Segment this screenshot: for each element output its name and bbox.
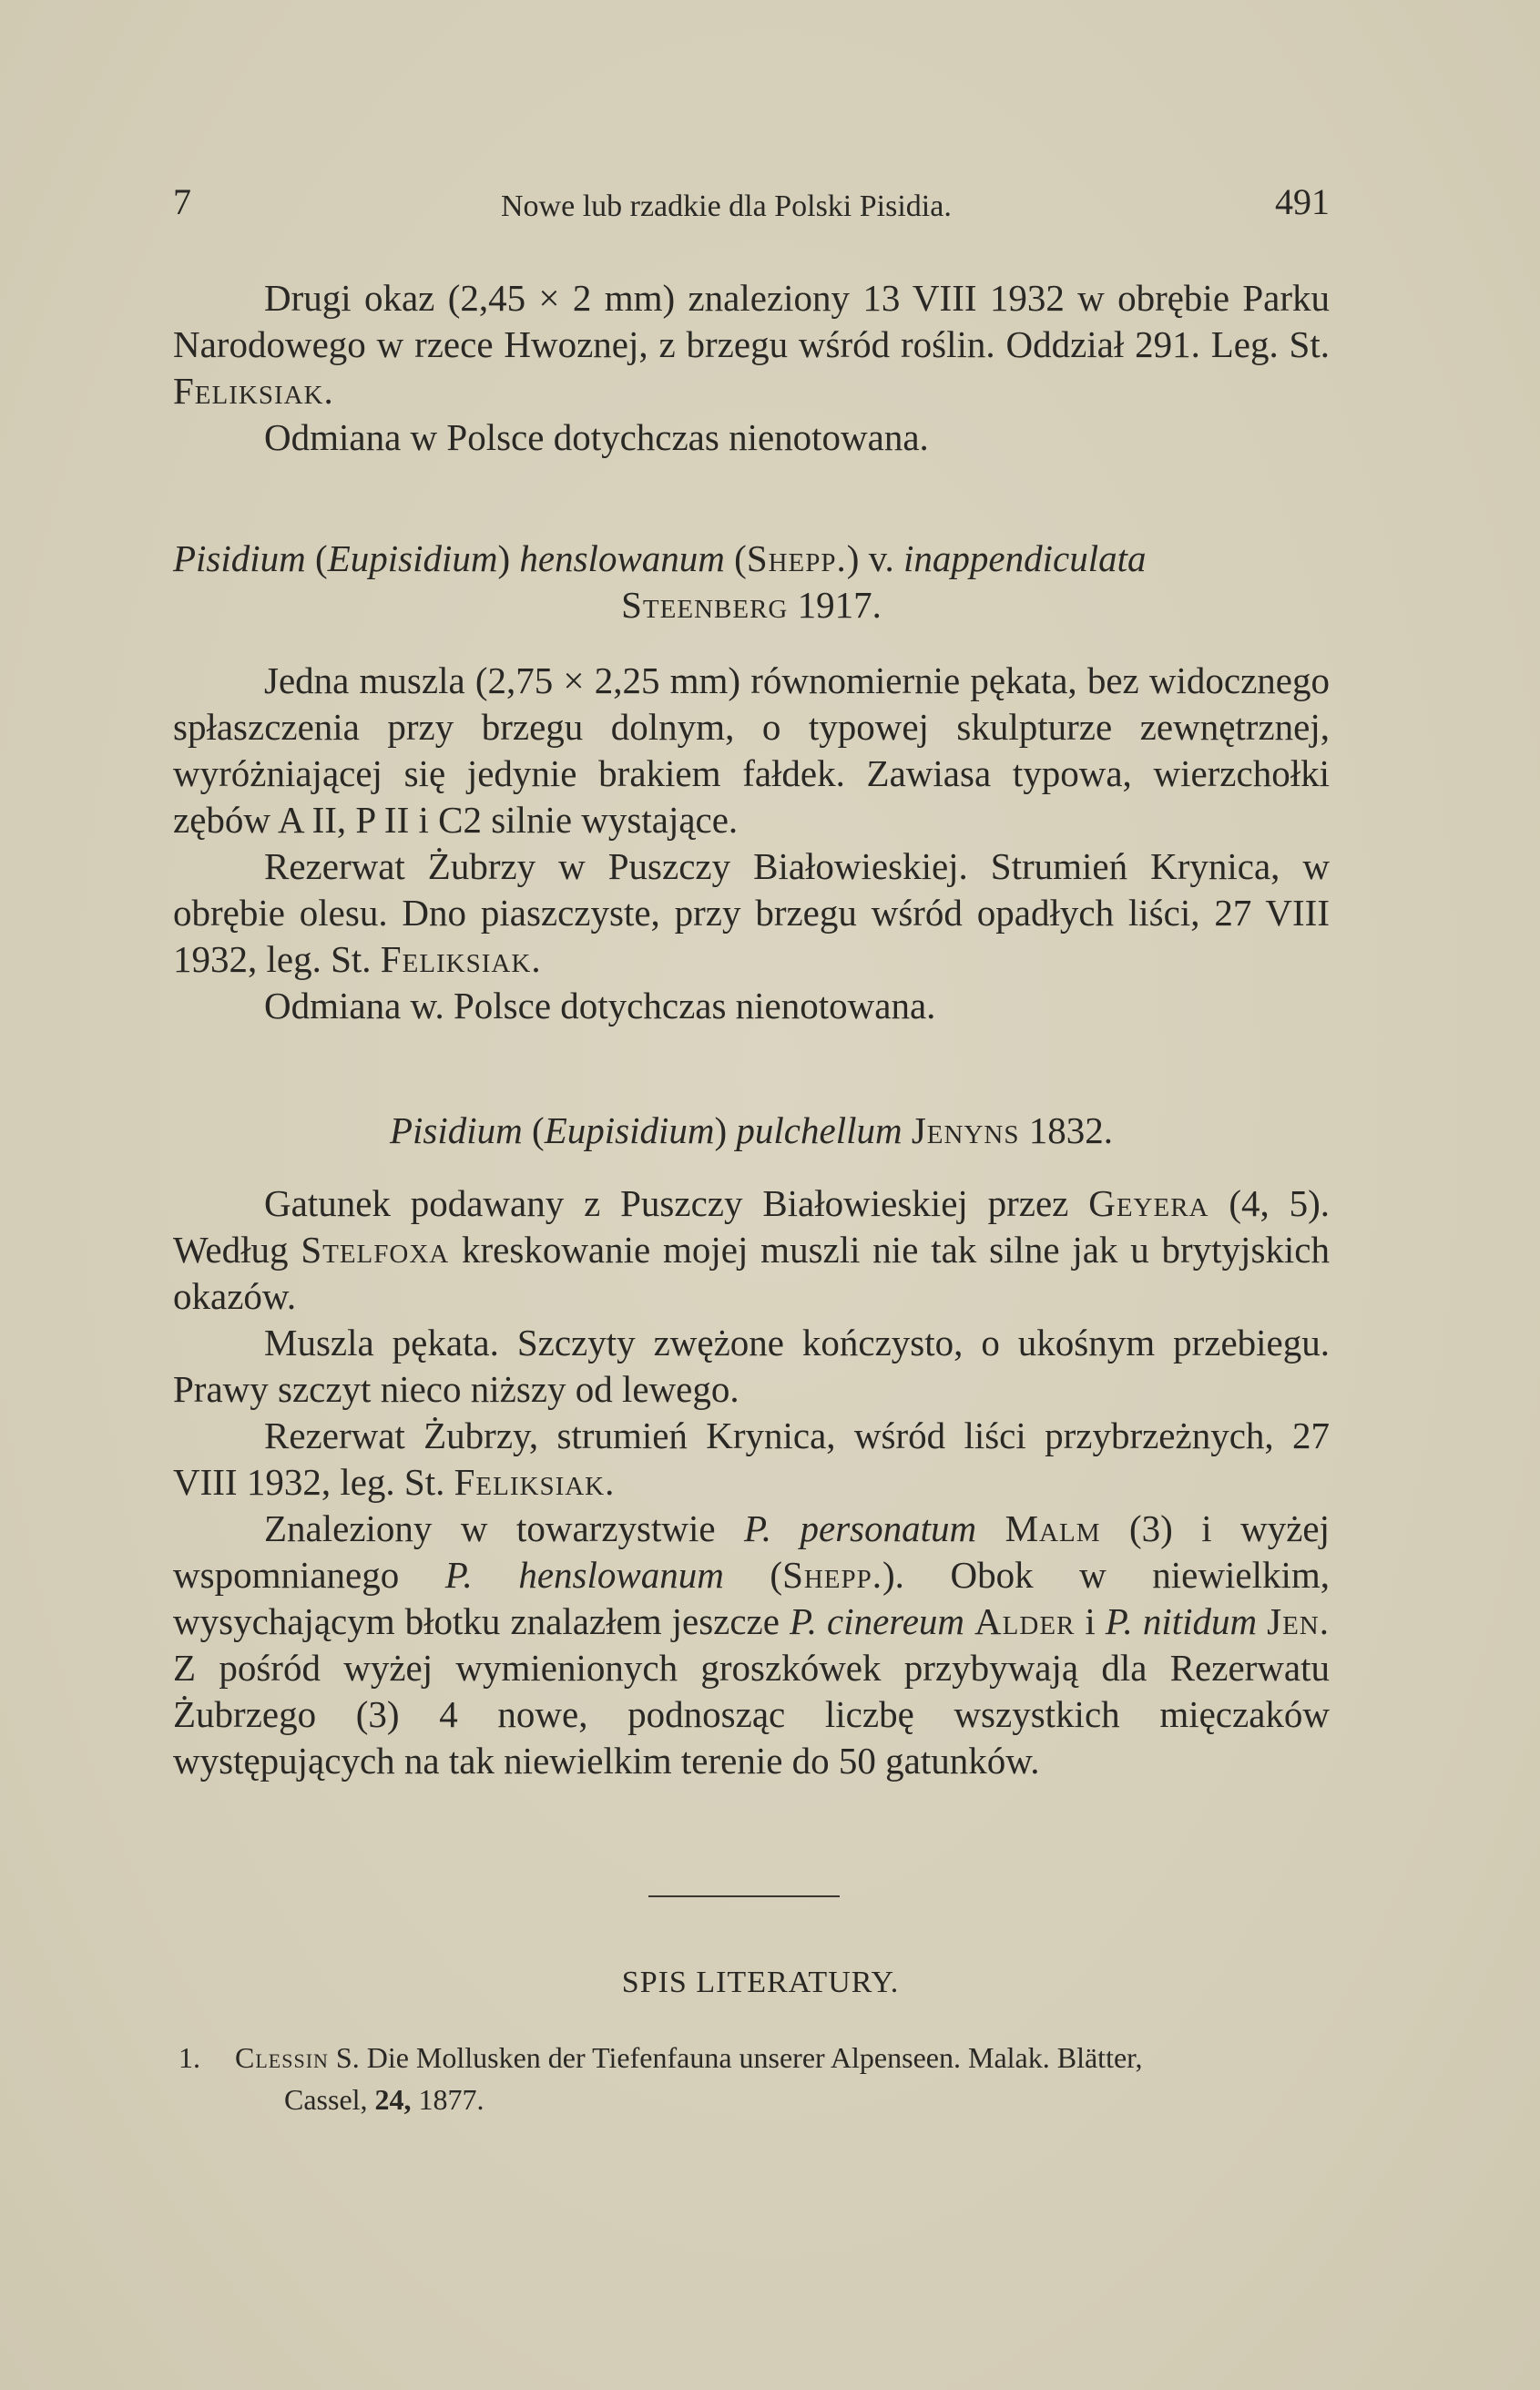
section-1: [173, 275, 1330, 461]
paragraph: [173, 275, 1330, 414]
author-name: Feliksiak: [454, 1461, 606, 1503]
paragraph: Jedna muszla (2,75 × 2,25 mm) równomiernie pękata, bez widocznego spłaszczenia przy brzegu dolnym, o typowej skulpturze zewnętrznej, wyróżniającej się jedynie brakiem fałdek. Zawiasa typowa, wierzchołki zębów A II, P II i C2 silnie wystające.: [173, 659, 1330, 841]
author-name: Feliksiak: [380, 938, 532, 980]
paragraph: Odmiana w. Polsce dotychczas nienotowana.: [264, 985, 936, 1026]
author-name: Shepp.: [782, 1554, 883, 1596]
literature-title: SPIS LITERATURY.: [621, 1966, 900, 1999]
paragraph: [173, 843, 1330, 983]
right-page-number: 491: [1275, 181, 1330, 222]
subgenus: Eupisidium: [544, 1109, 715, 1151]
section-divider: [648, 1895, 840, 1897]
year: 1832.: [1028, 1109, 1113, 1151]
left-page-number: 7: [173, 181, 191, 222]
author-name: Geyera: [1088, 1182, 1209, 1224]
text: 1877.: [411, 2083, 484, 2116]
text: Gatunek podawany z Puszczy Białowieskiej przez: [264, 1182, 1089, 1224]
author-name: Alder: [974, 1600, 1076, 1642]
taxon-heading-2: [173, 1108, 1330, 1154]
text: (4, 5). Według: [173, 1182, 1330, 1271]
species-name: P. personatum: [744, 1507, 977, 1549]
text: .: [531, 938, 541, 980]
text: Rezerwat Żubrzy w Puszczy Białowieskiej. Strumień Krynica, w obrębie olesu. Dno piaszczyste, przy brzegu wśród opadłych liści, 27 VIII 1932, leg. St.: [173, 845, 1330, 980]
author-name: Shepp.: [746, 537, 847, 579]
section-3: [173, 1180, 1330, 1784]
text: kreskowanie mojej muszli nie tak silne jak u brytyjskich okazów.: [173, 1229, 1330, 1317]
text: i: [1075, 1600, 1106, 1642]
item-continuation: [178, 2078, 1330, 2120]
item-number: 1.: [178, 2041, 200, 2074]
volume: 24,: [374, 2083, 412, 2116]
species: henslowanum: [519, 537, 725, 579]
species-name: P. henslowanum: [444, 1554, 724, 1596]
text: S. Die Mollusken der Tiefenfauna unserer Alpenseen. Malak. Blätter,: [328, 2041, 1143, 2074]
paragraph: [173, 1180, 1330, 1320]
text: ). Obok w niewielkim, wysychającym błotku znalazłem jeszcze: [173, 1554, 1330, 1642]
variety-prefix: v.: [868, 537, 894, 579]
author-name: Clessin: [235, 2041, 329, 2074]
heading-line: [173, 582, 1330, 628]
genus: Pisidium: [390, 1109, 523, 1151]
text: .: [323, 370, 333, 412]
author-name: Feliksiak: [173, 370, 324, 412]
author-name: Steenberg: [621, 584, 789, 626]
literature-item: [178, 2037, 1330, 2120]
paragraph: Odmiana w Polsce dotychczas nienotowana.: [264, 416, 929, 458]
paragraph: Muszla pękata. Szczyty zwężone kończysto, o ukośnym przebiegu. Prawy szczyt nieco niższy od lewego.: [173, 1322, 1330, 1410]
paragraph: Znaleziony w towarzystwie P. personatum Malm (3) i wyżej wspomnianego P. henslowanum (Shepp.). Obok w niewielkim, wysychającym błotku znalazłem jeszcze P. cinereum Alder i P. nitidum Jen. Z pośród wyżej wymienionych groszkówek przybywają dla Rezerwatu Żubrzego (3) 4 nowe, podnosząc liczbę wszystkich mięczaków występujących na tak niewielkim terenie do 50 gatunków.: [173, 1507, 1330, 1782]
heading-line: Pisidium (Eupisidium) pulchellum Jenyns 1832.: [390, 1109, 1113, 1151]
subgenus: Eupisidium: [327, 537, 498, 579]
text: Drugi okaz (2,45 × 2 mm) znaleziony 13 VIII 1932 w obrębie Parku Narodowego w rzece Hwoznej, z brzegu wśród roślin. Oddział 291. Leg. St.: [173, 277, 1330, 365]
running-title: Nowe lub rzadkie dla Polski Pisidia.: [501, 189, 952, 223]
paragraph: [173, 1413, 1330, 1506]
text: Cassel,: [284, 2083, 375, 2116]
taxon-heading-1: [173, 536, 1330, 628]
variety: inappendiculata: [903, 537, 1147, 579]
species-name: P. cinereum: [789, 1600, 965, 1642]
author-name: Stelfoxa: [301, 1229, 450, 1271]
year: 1917.: [797, 584, 882, 626]
author-name: Jen.: [1267, 1600, 1330, 1642]
heading-line: Pisidium (Eupisidium) henslowanum (Shepp.) v. inappendiculata: [173, 537, 1147, 579]
genus: Pisidium: [173, 537, 306, 579]
text: (3) i wyżej wspomnianego: [173, 1507, 1330, 1596]
species: pulchellum: [736, 1109, 903, 1151]
literature-list: [178, 2037, 1330, 2120]
author-name: Jenyns: [911, 1109, 1020, 1151]
text: Znaleziony w towarzystwie: [264, 1507, 745, 1549]
section-2: [173, 658, 1330, 1029]
author-name: Malm: [1005, 1507, 1101, 1549]
page-header: [173, 180, 1330, 235]
text: .: [605, 1461, 615, 1503]
species-name: P. nitidum: [1105, 1600, 1258, 1642]
text: Rezerwat Żubrzy, strumień Krynica, wśród liści przybrzeżnych, 27 VIII 1932, leg. St.: [173, 1415, 1330, 1503]
text: Z pośród wyżej wymienionych groszkówek przybywają dla Rezerwatu Żubrzego (3) 4 nowe, podnosząc liczbę wszystkich mięczaków występujących na tak niewielkim terenie do 50 gatunków.: [173, 1647, 1330, 1782]
